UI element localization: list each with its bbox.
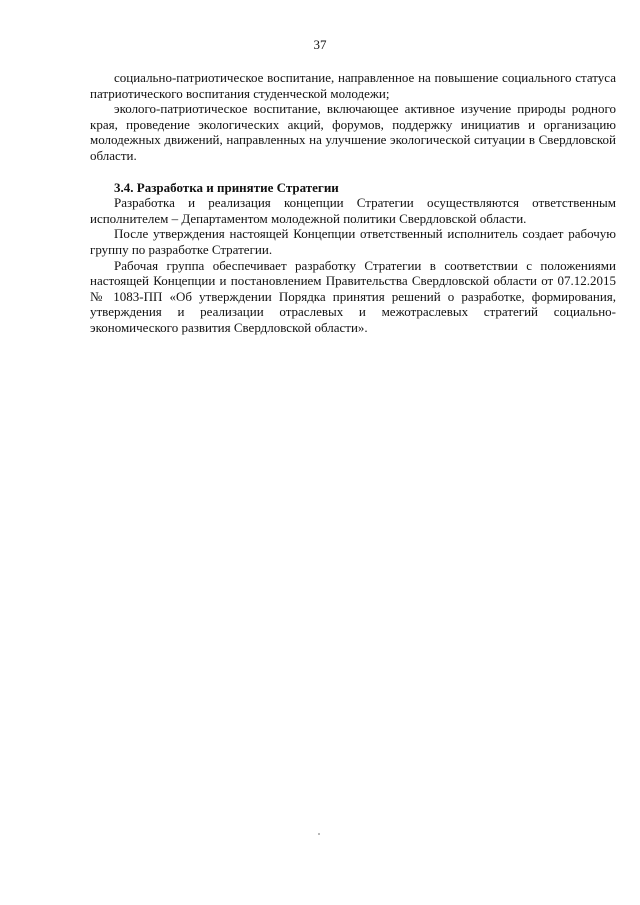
paragraph-social-patriotic: социально-патриотическое воспитание, направленное на повышение социального статуса патриотического воспитания студенческой молодежи;: [90, 70, 616, 101]
document-body: [90, 70, 616, 336]
paragraph-strategy-development: Разработка и реализация концепции Стратегии осуществляются ответственным исполнителем – Департаментом молодежной политики Свердловской области.: [90, 195, 616, 226]
section-heading: 3.4. Разработка и принятие Стратегии: [114, 179, 339, 195]
page-number: 37: [313, 37, 327, 52]
paragraph-working-group-creation: После утверждения настоящей Концепции ответственный исполнитель создает рабочую группу по разработке Стратегии.: [90, 226, 616, 257]
paragraph-eco-patriotic: эколого-патриотическое воспитание, включающее активное изучение природы родного края, проведение экологических акций, форумов, поддержку инициатив и организацию молодежных движений, направленных на улучшение экологической ситуации в Свердловской области.: [90, 101, 616, 163]
paragraph-working-group-duties: Рабочая группа обеспечивает разработку Стратегии в соответствии с положениями настоящей Концепции и постановлением Правительства Свердловской области от 07.12.2015 № 1083-ПП «Об утверждении Порядка принятия решений о разработке, формирования, утверждения и реализации отраслевых и межотраслевых стратегий социально-экономического развития Свердловской области».: [90, 257, 616, 335]
scan-speck: [318, 833, 320, 835]
